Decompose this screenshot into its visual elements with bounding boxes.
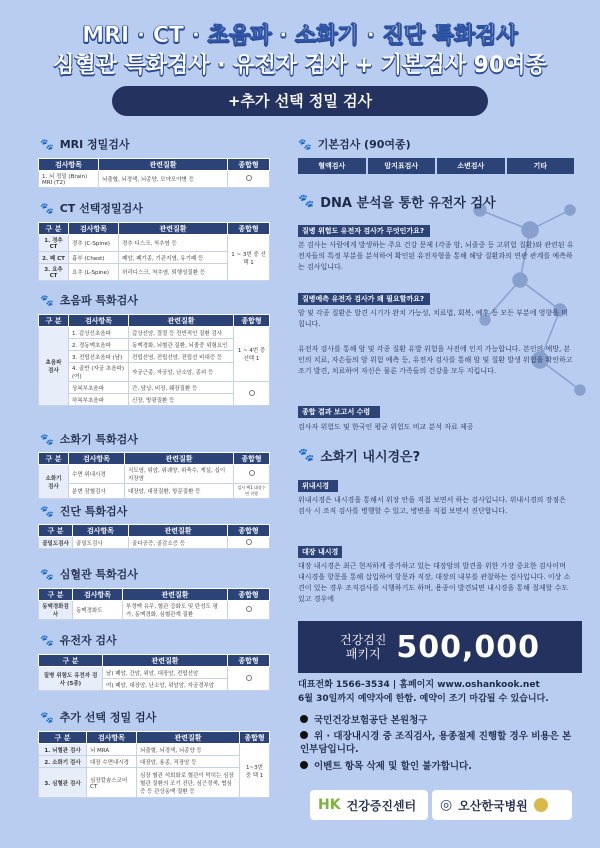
dna-question-2: 질병예측 유전자 검사가 왜 필요할까요? <box>298 293 430 305</box>
cell: 식도염, 위암, 위궤양, 위축수, 게실, 십이지장염 <box>125 465 234 484</box>
molecule-decoration <box>460 190 595 410</box>
cell: 상복부초음파 <box>69 382 129 394</box>
col-header: 종합형 <box>228 223 270 235</box>
bullet-icon <box>300 715 308 723</box>
paw-icon: 🐾 <box>40 432 54 446</box>
col-header: 관련질환 <box>99 159 228 171</box>
dna-section-title <box>298 192 496 211</box>
table-row <box>39 382 270 394</box>
col-header: 관련질환 <box>119 223 228 235</box>
cell: 갑상선암, 결절 등 전반적인 질환 검사 <box>129 327 234 339</box>
cell: 동맥경화검사 <box>39 601 73 620</box>
gi-section-title <box>40 431 138 447</box>
endo-answer-2: 대장 내시경은 최근 현저하게 증가하고 있는 대장암의 발견을 위한 가장 중요한 검사이며 내시경을 항문을 통해 삽입하여 항문과 직장, 대장의 내부를 관찰하는 검사입니다. 이상 소견이 있는 경우 조직검사를 시행하기도 하며, 용종이 발견되면 내시경을 통해 절제할 수도 있고 경우에 <box>298 562 571 603</box>
cell: 신장, 방광질환 등 <box>129 394 234 406</box>
col-header: 종합형 <box>234 453 270 465</box>
us-note: 1 ~ 4번 중 선택 1 <box>234 327 270 382</box>
cell: 1. 경추 CT <box>39 235 69 252</box>
cell: 3. 심혈관 검사 <box>39 768 87 798</box>
table-row <box>39 744 270 756</box>
cell: 3. 요추 CT <box>39 264 69 281</box>
note-item: 위 · 대장내시경 중 조직검사, 용종절제 진행할 경우 비용은 본인부담입니다. <box>300 731 572 755</box>
col-header: 구 분 <box>39 525 73 537</box>
col-header: 검사항목 <box>39 159 99 171</box>
table-row <box>39 465 270 484</box>
gene-table <box>38 654 270 691</box>
cell: 대장암, 용종, 직장암 등 <box>137 756 240 768</box>
cell: 1. 뇌 정밀 (Brain) MRI (T2) <box>39 171 99 188</box>
col-header: 검사항목 <box>69 453 125 465</box>
header-line-2: 심혈관 특화검사 · 유전자 검사 + 기본검사 90여종 <box>53 53 547 78</box>
paw-icon: 🐾 <box>298 194 315 209</box>
dx-section-title <box>40 503 127 519</box>
cell: 뇌출혈, 뇌경색, 뇌종양 등 <box>137 744 240 756</box>
extra-banner: +추가 선택 정밀 검사 <box>112 86 488 116</box>
contact-line-1: 대표전화 1566-3534 | 홈페이지 www.oshankook.net <box>298 680 540 690</box>
paw-icon: 🐾 <box>298 137 312 151</box>
us-title: 초음파 특화검사 <box>59 294 138 307</box>
endo-question-1: 위내시경 <box>298 480 338 492</box>
cell: 부정맥 유무, 혈관 강화도 및 탄성도 평가, 동맥경화, 심혈관계 질환 <box>123 601 228 620</box>
extra-section-title <box>40 709 156 725</box>
cell: 골밀도검사 <box>39 537 73 549</box>
cell: 남) 폐암, 간암, 위암, 대장암, 전립선암 <box>103 667 228 679</box>
cell: 1. 뇌혈관 검사 <box>39 744 87 756</box>
extra-note: 1~3번 중 택 1 <box>240 744 270 798</box>
table-row <box>39 756 270 768</box>
us-table <box>38 314 270 406</box>
table-row <box>39 235 270 252</box>
mri-table <box>38 158 270 188</box>
col-header: 종합형 <box>228 589 270 601</box>
endo-section-title <box>298 446 420 465</box>
col-header: 검사항목 <box>69 223 119 235</box>
col-header: 관련질환 <box>137 732 240 744</box>
col-header: 구 분 <box>39 315 69 327</box>
cell: 분변 잠혈검사 <box>69 484 125 499</box>
paw-icon: 🐾 <box>40 567 54 581</box>
col-header: 구 분 <box>39 223 69 235</box>
gi-table <box>38 452 270 499</box>
dna-answer-1: 본 검사는 사람에게 발생하는 주요 건강 문제 (각종 암, 뇌졸중 등 고위험 질환)와 관련된 유전자들의 특정 부분을 분석하여 확인된 유전자형을 통해 해당 질환과의 연관 관계를 예측하는 검사입니다. <box>298 241 574 271</box>
cell: 1. 갑상선초음파 <box>69 327 129 339</box>
dna-answer-2: 암 및 각종 질환은 발견 시기가 완치 가능성, 치료법, 회복, 예후 등 모든 부분에 영향을 미칩니다. <box>298 309 568 328</box>
col-header: 구 분 <box>39 453 69 465</box>
paw-icon: 🐾 <box>40 633 54 647</box>
circle-icon <box>249 470 255 476</box>
package-price: 500,000 <box>396 629 540 665</box>
bullet-icon <box>300 731 308 739</box>
extra-title: 추가 선택 정밀 검사 <box>59 711 157 724</box>
cv-table <box>38 588 270 620</box>
us-section-title <box>40 292 138 308</box>
package-price-box <box>298 621 582 673</box>
ct-table <box>38 222 270 281</box>
cell: 경추 디스크, 척추염 등 <box>119 235 228 252</box>
cell: 대장암, 대장질환, 항문질환 등 <box>125 484 234 499</box>
hospital-logo: ◎ 오산한국병원 <box>432 790 572 820</box>
note-item: 국민건강보험공단 본원청구 <box>300 714 427 727</box>
col-header: 종합형 <box>240 732 270 744</box>
table-row <box>39 768 270 798</box>
paw-icon: 🐾 <box>40 504 54 518</box>
col-header: 검사항목 <box>73 525 129 537</box>
cell: 하복부초음파 <box>69 394 129 406</box>
col-header: 구 분 <box>39 589 73 601</box>
basic-item: 혈액검사 <box>298 158 366 174</box>
cell: 동맥경화도 <box>73 601 123 620</box>
basic-item: 암지표검사 <box>368 158 436 174</box>
col-header: 관련질환 <box>129 525 228 537</box>
col-header: 검사항목 <box>73 589 123 601</box>
col-header: 종합형 <box>234 315 270 327</box>
dna-answer-4: 검사자 위험도 및 한국인 평균 위험도 비교 분석 자료 제공 <box>298 423 474 431</box>
col-header: 종합형 <box>228 655 270 667</box>
dna-question-3: 종합 결과 보고서 수령 <box>298 406 380 418</box>
cell: 골밀도검사 <box>73 537 129 549</box>
paw-icon: 🐾 <box>40 710 54 724</box>
badge-icon <box>534 798 548 812</box>
cell: 요추 (L-Spine) <box>69 264 119 281</box>
col-header: 구 분 <box>39 732 87 744</box>
cell: 뇌출혈, 뇌경색, 뇌종양, 모야모야병 등 <box>99 171 228 188</box>
endo-title: 소화기 내시경은? <box>320 450 421 465</box>
gene-group: 질병 위험도 유전자 검사 (5종) <box>39 667 103 691</box>
ct-note: 1 ~ 3번 중 선택 1 <box>228 235 270 281</box>
table-row <box>39 327 270 339</box>
ct-title: CT 선택정밀검사 <box>59 202 143 215</box>
paw-icon: 🐾 <box>298 448 315 463</box>
cell: 흉부 (Chest) <box>69 252 119 264</box>
table-row <box>39 667 270 679</box>
paw-icon: 🐾 <box>40 137 54 151</box>
col-header: 검사항목 <box>69 315 129 327</box>
circle-icon <box>249 390 255 396</box>
note-item: 이벤트 항목 삭제 및 할인 불가합니다. <box>300 760 472 773</box>
cv-title: 심혈관 특화검사 <box>59 568 138 581</box>
center-logo: HK 건강증진센터 <box>310 790 428 820</box>
col-header: 관련질환 <box>103 655 228 667</box>
table-row <box>39 484 270 499</box>
basic-item: 소변검사 <box>437 158 505 174</box>
cell: 자궁근종, 자궁암, 난소암, 종괴 등 <box>129 363 234 382</box>
gene-section-title <box>40 632 117 648</box>
cell: 4. 골반 (자궁 초음파) (여) <box>69 363 129 382</box>
col-header: 관련질환 <box>123 589 228 601</box>
cell: 폐암, 폐기종, 기관지염, 유기폐 등 <box>119 252 228 264</box>
basic-item: 기타 <box>507 158 575 174</box>
cell: 여) 폐암, 대장암, 난소암, 위암암, 자궁경부암 <box>103 679 228 691</box>
cell: 2. 소화기 검사 <box>39 756 87 768</box>
cell: 동맥경화, 뇌혈관 질환, 뇌졸중 위험요인 <box>129 339 234 351</box>
cell: 전립선염, 전립선암, 전립선 비대증 등 <box>129 351 234 363</box>
cell: 간, 담낭, 비장, 췌장질환 등 <box>129 382 234 394</box>
package-label-1: 건강검진 <box>339 633 387 647</box>
dna-question-1: 질병 위험도 유전자 검사가 무엇인가요? <box>298 225 430 237</box>
cv-section-title <box>40 566 138 582</box>
circle-icon <box>246 175 252 181</box>
col-header: 종합형 <box>228 159 270 171</box>
col-header: 검사항목 <box>87 732 137 744</box>
contact-line-2: 6월 30일까지 예약자에 한함. 예약이 조기 마감될 수 있습니다. <box>298 694 549 704</box>
table-row <box>39 171 270 188</box>
hk-logo-icon: HK <box>318 797 341 813</box>
table-row <box>39 537 270 549</box>
dna-answer-3: 유전자 검사를 통해 암 및 각종 질환 유발 위험을 사전에 인지 가능합니다. 본인의 예방, 본인의 치료, 자손들의 암 위험 예측 등, 유전자 검사를 통해 암 및 질환 발생 위험을 확인하고 조기 발견, 치료하여 자신은 물론 가족들의 건강을 모두 지킵니다. <box>298 345 573 375</box>
paw-icon: 🐾 <box>40 201 54 215</box>
gi-group: 소화기 검사 <box>39 465 69 499</box>
cell: 2. 폐 CT <box>39 252 69 264</box>
col-header: 종합형 <box>228 525 270 537</box>
bullet-icon <box>300 761 308 769</box>
cell: 심장칼슘스코어 CT <box>87 768 137 798</box>
cell: 뇌 MRA <box>87 744 137 756</box>
gi-title: 소화기 특화검사 <box>59 433 138 446</box>
hospital-logo-icon: ◎ <box>440 797 453 813</box>
gi-note: 검사 택1 대장수면 진행 <box>234 484 270 499</box>
cell: 허리디스크, 척추염, 퇴행성질환 등 <box>119 264 228 281</box>
cell: 대장 수면내시경 <box>87 756 137 768</box>
us-group: 초음파 검사 <box>39 327 69 406</box>
mri-section-title <box>40 136 130 152</box>
cell: 수면 위내시경 <box>69 465 125 484</box>
header-line-1: MRI · CT · 초음파 · 소화기 · 진단 특화검사 <box>82 23 518 48</box>
circle-icon <box>246 539 252 545</box>
basic-section-title <box>298 136 411 152</box>
contact-info <box>298 678 549 706</box>
basic-title: 기본검사 (90여종) <box>317 138 411 151</box>
mri-title: MRI 정밀검사 <box>59 138 130 151</box>
cell: 골다공증, 골감소증 등 <box>129 537 228 549</box>
gene-title: 유전자 검사 <box>59 634 117 647</box>
dx-title: 진단 특화검사 <box>59 505 128 518</box>
paw-icon: 🐾 <box>40 293 54 307</box>
circle-icon <box>246 606 252 612</box>
col-header: 구 분 <box>39 655 103 667</box>
cell: 심장 혈관 석회화로 혈관이 막히는 심장 혈관 질환의 조기 진단, 심근경색, 협심증 등 관상동맥 질환 등 <box>137 768 240 798</box>
circle-icon <box>246 675 252 681</box>
cell: 경추 (C-Spine) <box>69 235 119 252</box>
basic-items <box>298 158 574 174</box>
col-header: 관련질환 <box>125 453 234 465</box>
dna-title: DNA 분석을 통한 유전자 검사 <box>320 196 496 211</box>
col-header: 관련질환 <box>129 315 234 327</box>
cell: 3. 전립선초음파 (남) <box>69 351 129 363</box>
table-row <box>39 601 270 620</box>
dx-table <box>38 524 270 549</box>
endo-question-2: 대장 내시경 <box>298 546 342 558</box>
endo-answer-1: 위내시경은 내시경을 통해서 위장 안을 직접 보면서 하는 검사입니다. 위내시경의 장점은 검사 시 조직 검사를 병행할 수 있고, 병변을 직접 보면서 진단합니다. <box>298 496 566 515</box>
extra-table <box>38 731 270 798</box>
cell: 2. 경동맥초음파 <box>69 339 129 351</box>
package-label-2: 패키지 <box>345 647 381 661</box>
ct-section-title <box>40 200 143 216</box>
